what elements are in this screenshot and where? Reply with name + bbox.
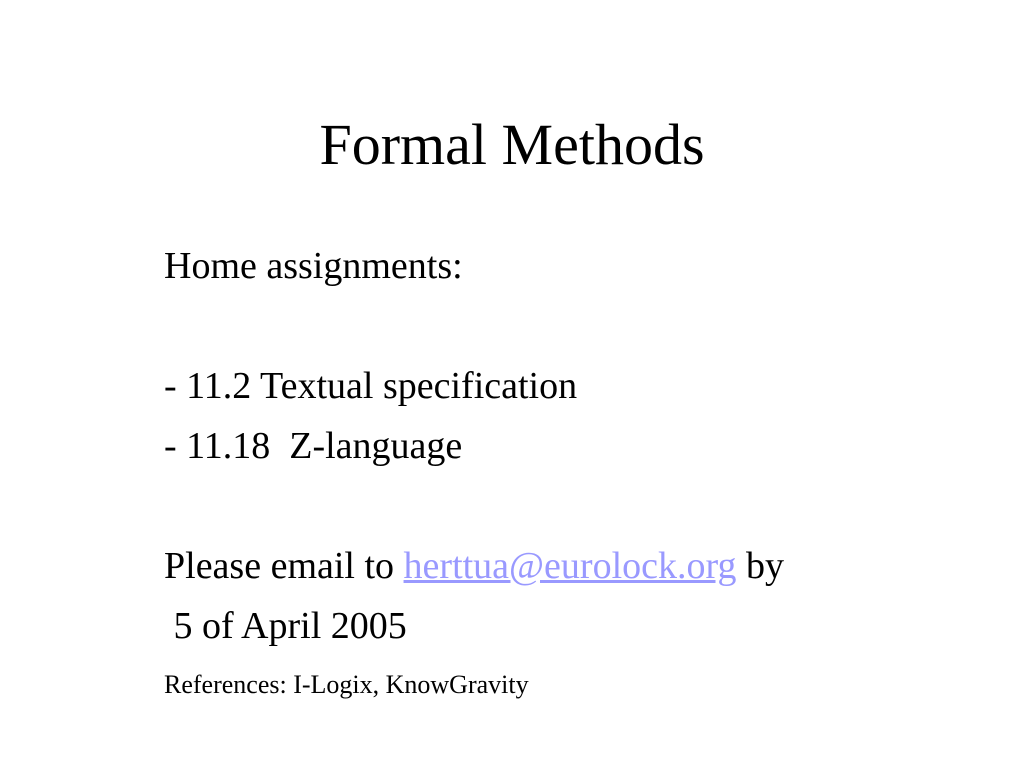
deadline-text: 5 of April 2005 [164, 605, 407, 647]
slide-body [164, 236, 984, 702]
email-suffix: by [736, 545, 784, 587]
spacer [164, 476, 984, 536]
spacer [164, 296, 984, 356]
assignments-heading: Home assignments: [164, 245, 463, 287]
email-prefix: Please email to [164, 545, 404, 587]
email-link[interactable]: herttua@eurolock.org [403, 545, 737, 587]
assignment-item: - 11.2 Textual specification [164, 365, 578, 407]
assignment-item: - 11.18 Z-language [164, 425, 463, 467]
slide-title: Formal Methods [319, 112, 705, 177]
email-instruction [164, 536, 984, 596]
references-text: References: I-Logix, KnowGravity [164, 670, 529, 699]
